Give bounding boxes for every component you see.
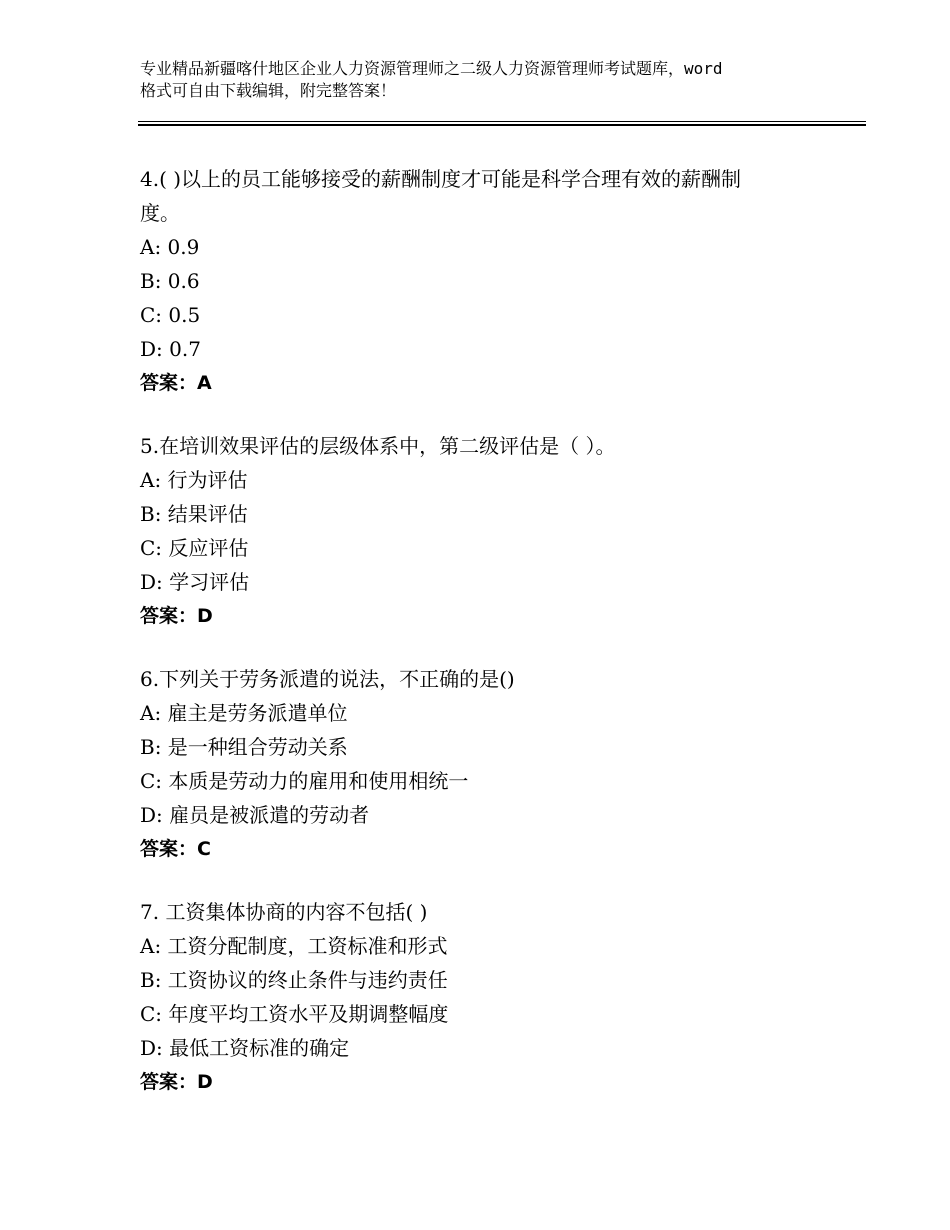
option-d: D: 雇员是被派遣的劳动者 [140,803,370,827]
option-d: D: 0.7 [140,337,201,361]
option-d: D: 最低工资标准的确定 [140,1036,350,1060]
question-stem: 6.下列关于劳务派遣的说法，不正确的是() [140,667,515,691]
question-stem-line: 度。 [140,201,180,225]
answer: 答案：C [140,838,211,860]
option-b: B: 是一种组合劳动关系 [140,735,348,759]
question-4 [140,162,820,400]
header-divider-thin [138,121,866,122]
header-divider-thick [138,124,866,126]
question-stem-line: 4.( )以上的员工能够接受的薪酬制度才可能是科学合理有效的薪酬制 [140,167,742,191]
question-stem [140,162,820,230]
answer: 答案：D [140,605,213,627]
option-c: C: 反应评估 [140,536,249,560]
option-a: A: 雇主是劳务派遣单位 [140,701,348,725]
document-header [140,58,840,102]
question-stem: 5.在培训效果评估的层级体系中，第二级评估是（ ）。 [140,434,616,458]
option-b: B: 0.6 [140,269,200,293]
option-c: C: 0.5 [140,303,201,327]
option-a: A: 工资分配制度，工资标准和形式 [140,934,448,958]
question-list [140,162,820,1128]
header-line-1: 专业精品新疆喀什地区企业人力资源管理师之二级人力资源管理师考试题库，word [140,59,723,78]
option-d: D: 学习评估 [140,570,250,594]
option-c: C: 本质是劳动力的雇用和使用相统一 [140,769,469,793]
option-b: B: 结果评估 [140,502,248,526]
option-b: B: 工资协议的终止条件与违约责任 [140,968,448,992]
question-7 [140,895,820,1099]
question-6 [140,662,820,866]
option-c: C: 年度平均工资水平及期调整幅度 [140,1002,449,1026]
answer: 答案：A [140,372,212,394]
option-a: A: 0.9 [140,235,200,259]
question-stem: 7. 工资集体协商的内容不包括( ) [140,900,428,924]
header-line-2: 格式可自由下载编辑，附完整答案！ [140,81,397,100]
answer: 答案：D [140,1071,213,1093]
option-a: A: 行为评估 [140,468,248,492]
question-5 [140,429,820,633]
